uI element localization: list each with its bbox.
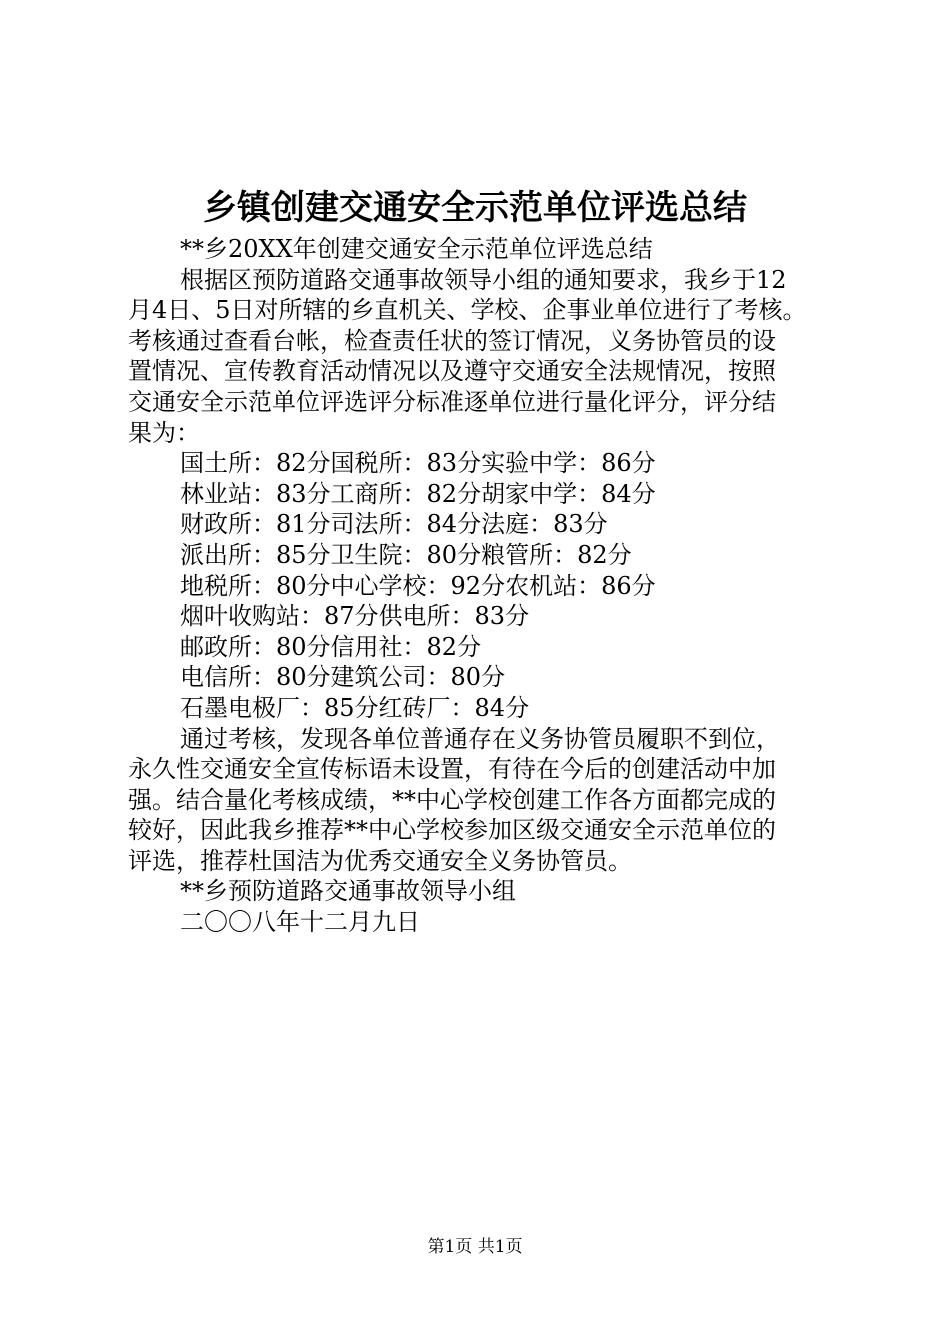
score-line: 石墨电极厂：85分红砖厂：84分 <box>180 693 530 722</box>
score-line: 烟叶收购站：87分供电所：83分 <box>180 602 530 631</box>
body-line: **乡20XX年创建交通安全示范单位评选总结 <box>180 235 653 263</box>
body-line: 交通安全示范单位评选评分标准逐单位进行量化评分，评分结 <box>128 387 776 416</box>
page-footer: 第1页 共1页 <box>427 1237 523 1257</box>
body-line: 永久性交通安全宣传标语未设置，有待在今后的创建活动中加 <box>128 755 776 784</box>
body-line: 较好，因此我乡推荐**中心学校参加区级交通安全示范单位的 <box>128 816 776 845</box>
document-body <box>128 234 843 938</box>
body-line: 通过考核，发现各单位普通存在义务协管员履职不到位， <box>180 724 780 753</box>
body-line: 月4日、5日对所辖的乡直机关、学校、企事业单位进行了考核。 <box>128 296 807 325</box>
signature-organization: **乡预防道路交通事故领导小组 <box>180 877 516 906</box>
body-line: 评选，推荐杜国洁为优秀交通安全义务协管员。 <box>128 846 632 875</box>
score-line: 地税所：80分中心学校：92分农机站：86分 <box>180 571 656 600</box>
body-line: 考核通过查看台帐，检查责任状的签订情况，义务协管员的设 <box>128 326 776 355</box>
body-line: 根据区预防道路交通事故领导小组的通知要求，我乡于12 <box>180 265 787 294</box>
score-line: 邮政所：80分信用社：82分 <box>180 632 482 661</box>
body-line: 强。结合量化考核成绩，**中心学校创建工作各方面都完成的 <box>128 785 776 814</box>
score-line: 国土所：82分国税所：83分实验中学：86分 <box>180 449 656 478</box>
signature-date: 二〇〇八年十二月九日 <box>180 908 420 937</box>
score-line: 派出所：85分卫生院：80分粮管所：82分 <box>180 540 632 569</box>
score-line: 电信所：80分建筑公司：80分 <box>180 663 506 692</box>
document-title: 乡镇创建交通安全示范单位评选总结 <box>203 188 747 228</box>
score-line: 财政所：81分司法所：84分法庭：83分 <box>180 510 608 539</box>
body-line: 果为： <box>128 418 200 447</box>
body-line: 置情况、宣传教育活动情况以及遵守交通安全法规情况，按照 <box>128 357 776 386</box>
score-line: 林业站：83分工商所：82分胡家中学：84分 <box>180 479 656 508</box>
